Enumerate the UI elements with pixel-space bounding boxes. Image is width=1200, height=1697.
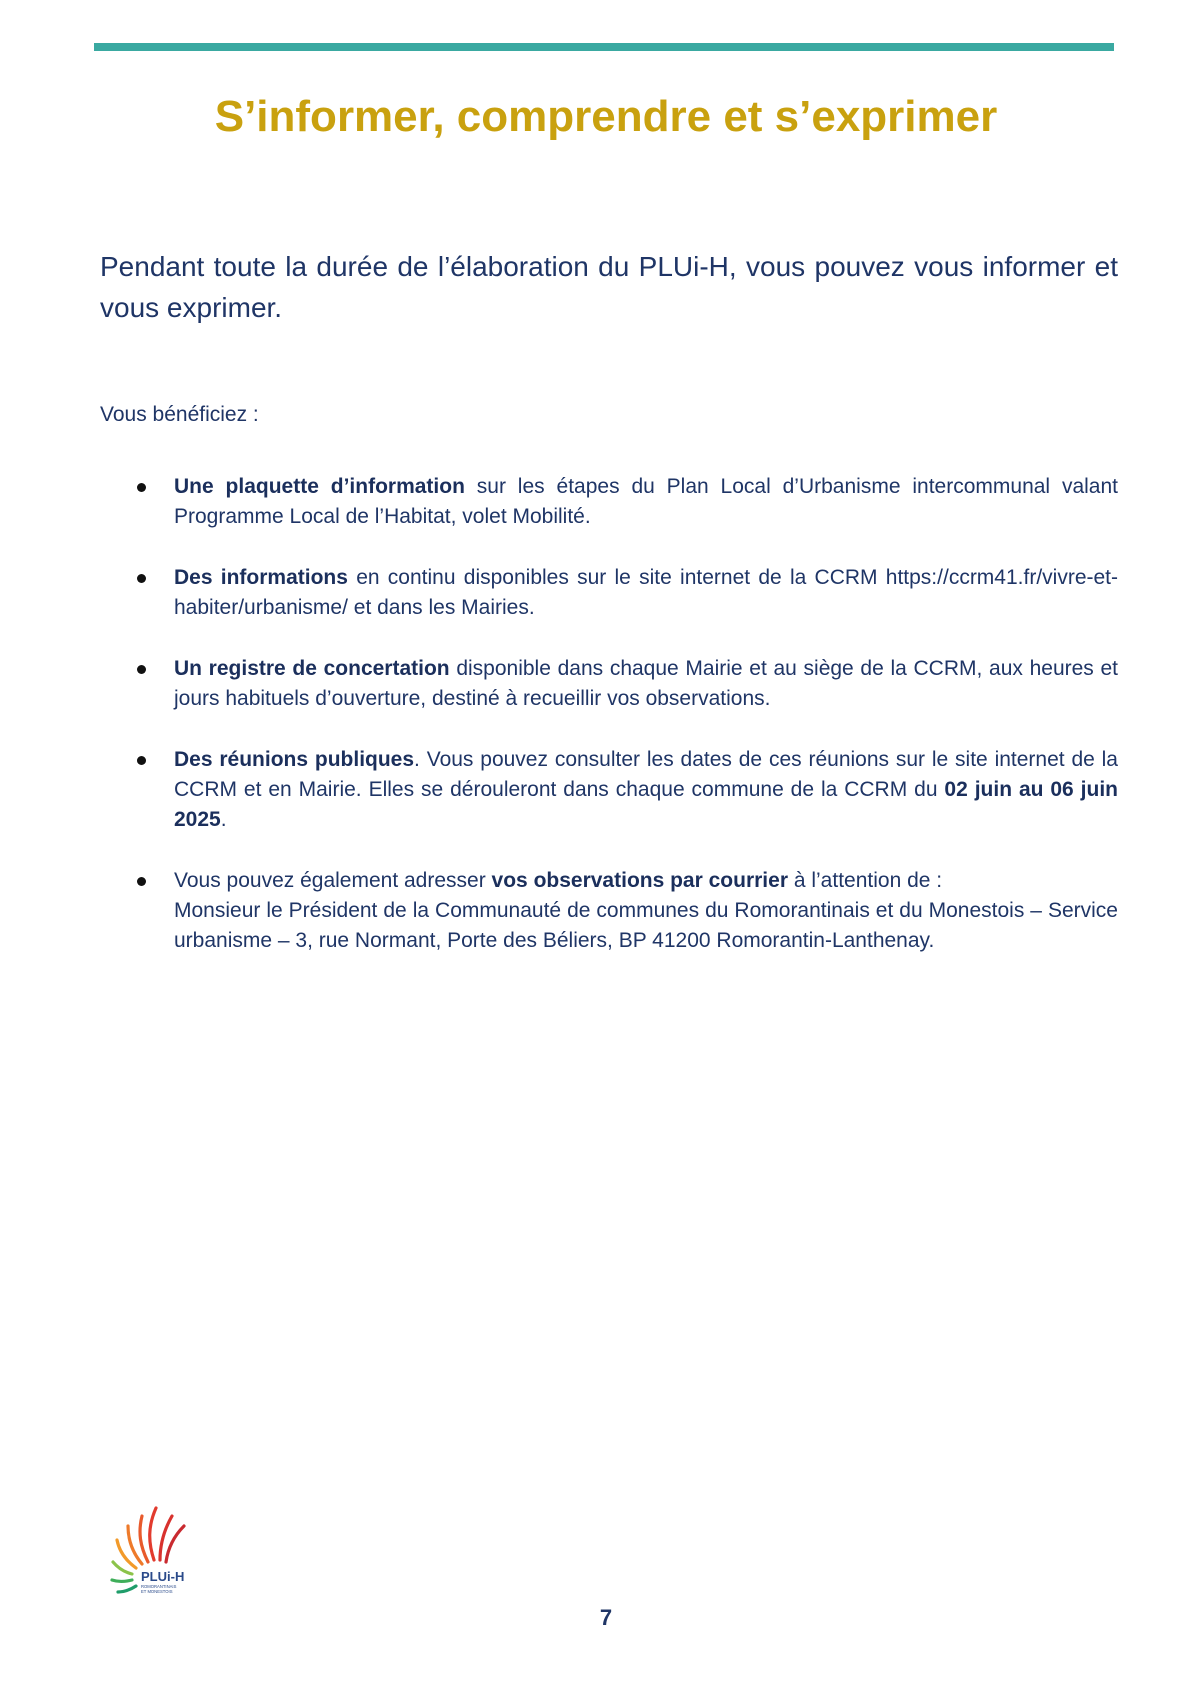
logo-subtitle-1: ROMORANTINAIS [141,1584,177,1589]
page-title: S’informer, comprendre et s’exprimer [214,92,998,141]
item-date-range: 02 juin au 06 juin 2025 [174,778,1118,831]
list-lead: Vous bénéficiez : [100,403,259,426]
item-bold-label: Une plaquette d’information [174,475,465,498]
bullet-icon [137,483,146,492]
item-bold-label: Un registre de concertation [174,657,450,680]
page-number: 7 [599,1605,613,1630]
list-item [100,745,1118,835]
item-text-end: . [220,808,227,831]
pluih-logo [108,1502,208,1597]
item-bold-label: Des réunions publiques [174,748,415,771]
item-text: sur les étapes du Plan Local d’Urbanisme intercommunal valant Programme Local de l’Habitat, volet Mobilité. [174,475,1118,528]
list-item [100,866,1118,956]
item-text: à l’attention de : [788,869,943,892]
item-bold-label: Des informations [174,566,348,589]
bullet-icon [137,877,146,886]
bullet-icon [137,665,146,674]
intro-paragraph: Pendant toute la durée de l’élaboration du PLUi-H, vous pouvez vous informer et vous exprimer. [100,251,1118,323]
logo-name: PLUi-H [141,1569,185,1584]
item-text-pre: Vous pouvez également adresser [174,869,492,892]
item-text: en continu disponibles sur le site internet de la CCRM https://ccrm41.fr/vivre-et-habiter/urbanisme/ et dans les Mairies. [174,566,1118,619]
postal-address: Monsieur le Président de la Communauté de communes du Romorantinais et du Monestois – Service urbanisme – 3, rue Normant, Porte des Béliers, BP 41200 Romorantin-Lanthenay. [174,899,1118,952]
list-item [100,563,1118,623]
item-bold-label: vos observations par courrier [491,869,788,892]
top-accent-rule [94,43,1114,51]
item-text: . Vous pouvez consulter les dates de ces réunions sur le site internet de la CCRM et en Mairie. Elles se dérouleront dans chaque commune de la CCRM du [174,748,1118,801]
list-item [100,654,1118,714]
bullet-icon [137,574,146,583]
item-text: disponible dans chaque Mairie et au siège de la CCRM, aux heures et jours habituels d’ouverture, destiné à recueillir vos observations. [174,657,1119,710]
logo-subtitle-2: ET MONESTOIS [141,1589,173,1594]
benefits-list [100,472,1118,956]
bullet-icon [137,756,146,765]
list-item [100,472,1118,532]
